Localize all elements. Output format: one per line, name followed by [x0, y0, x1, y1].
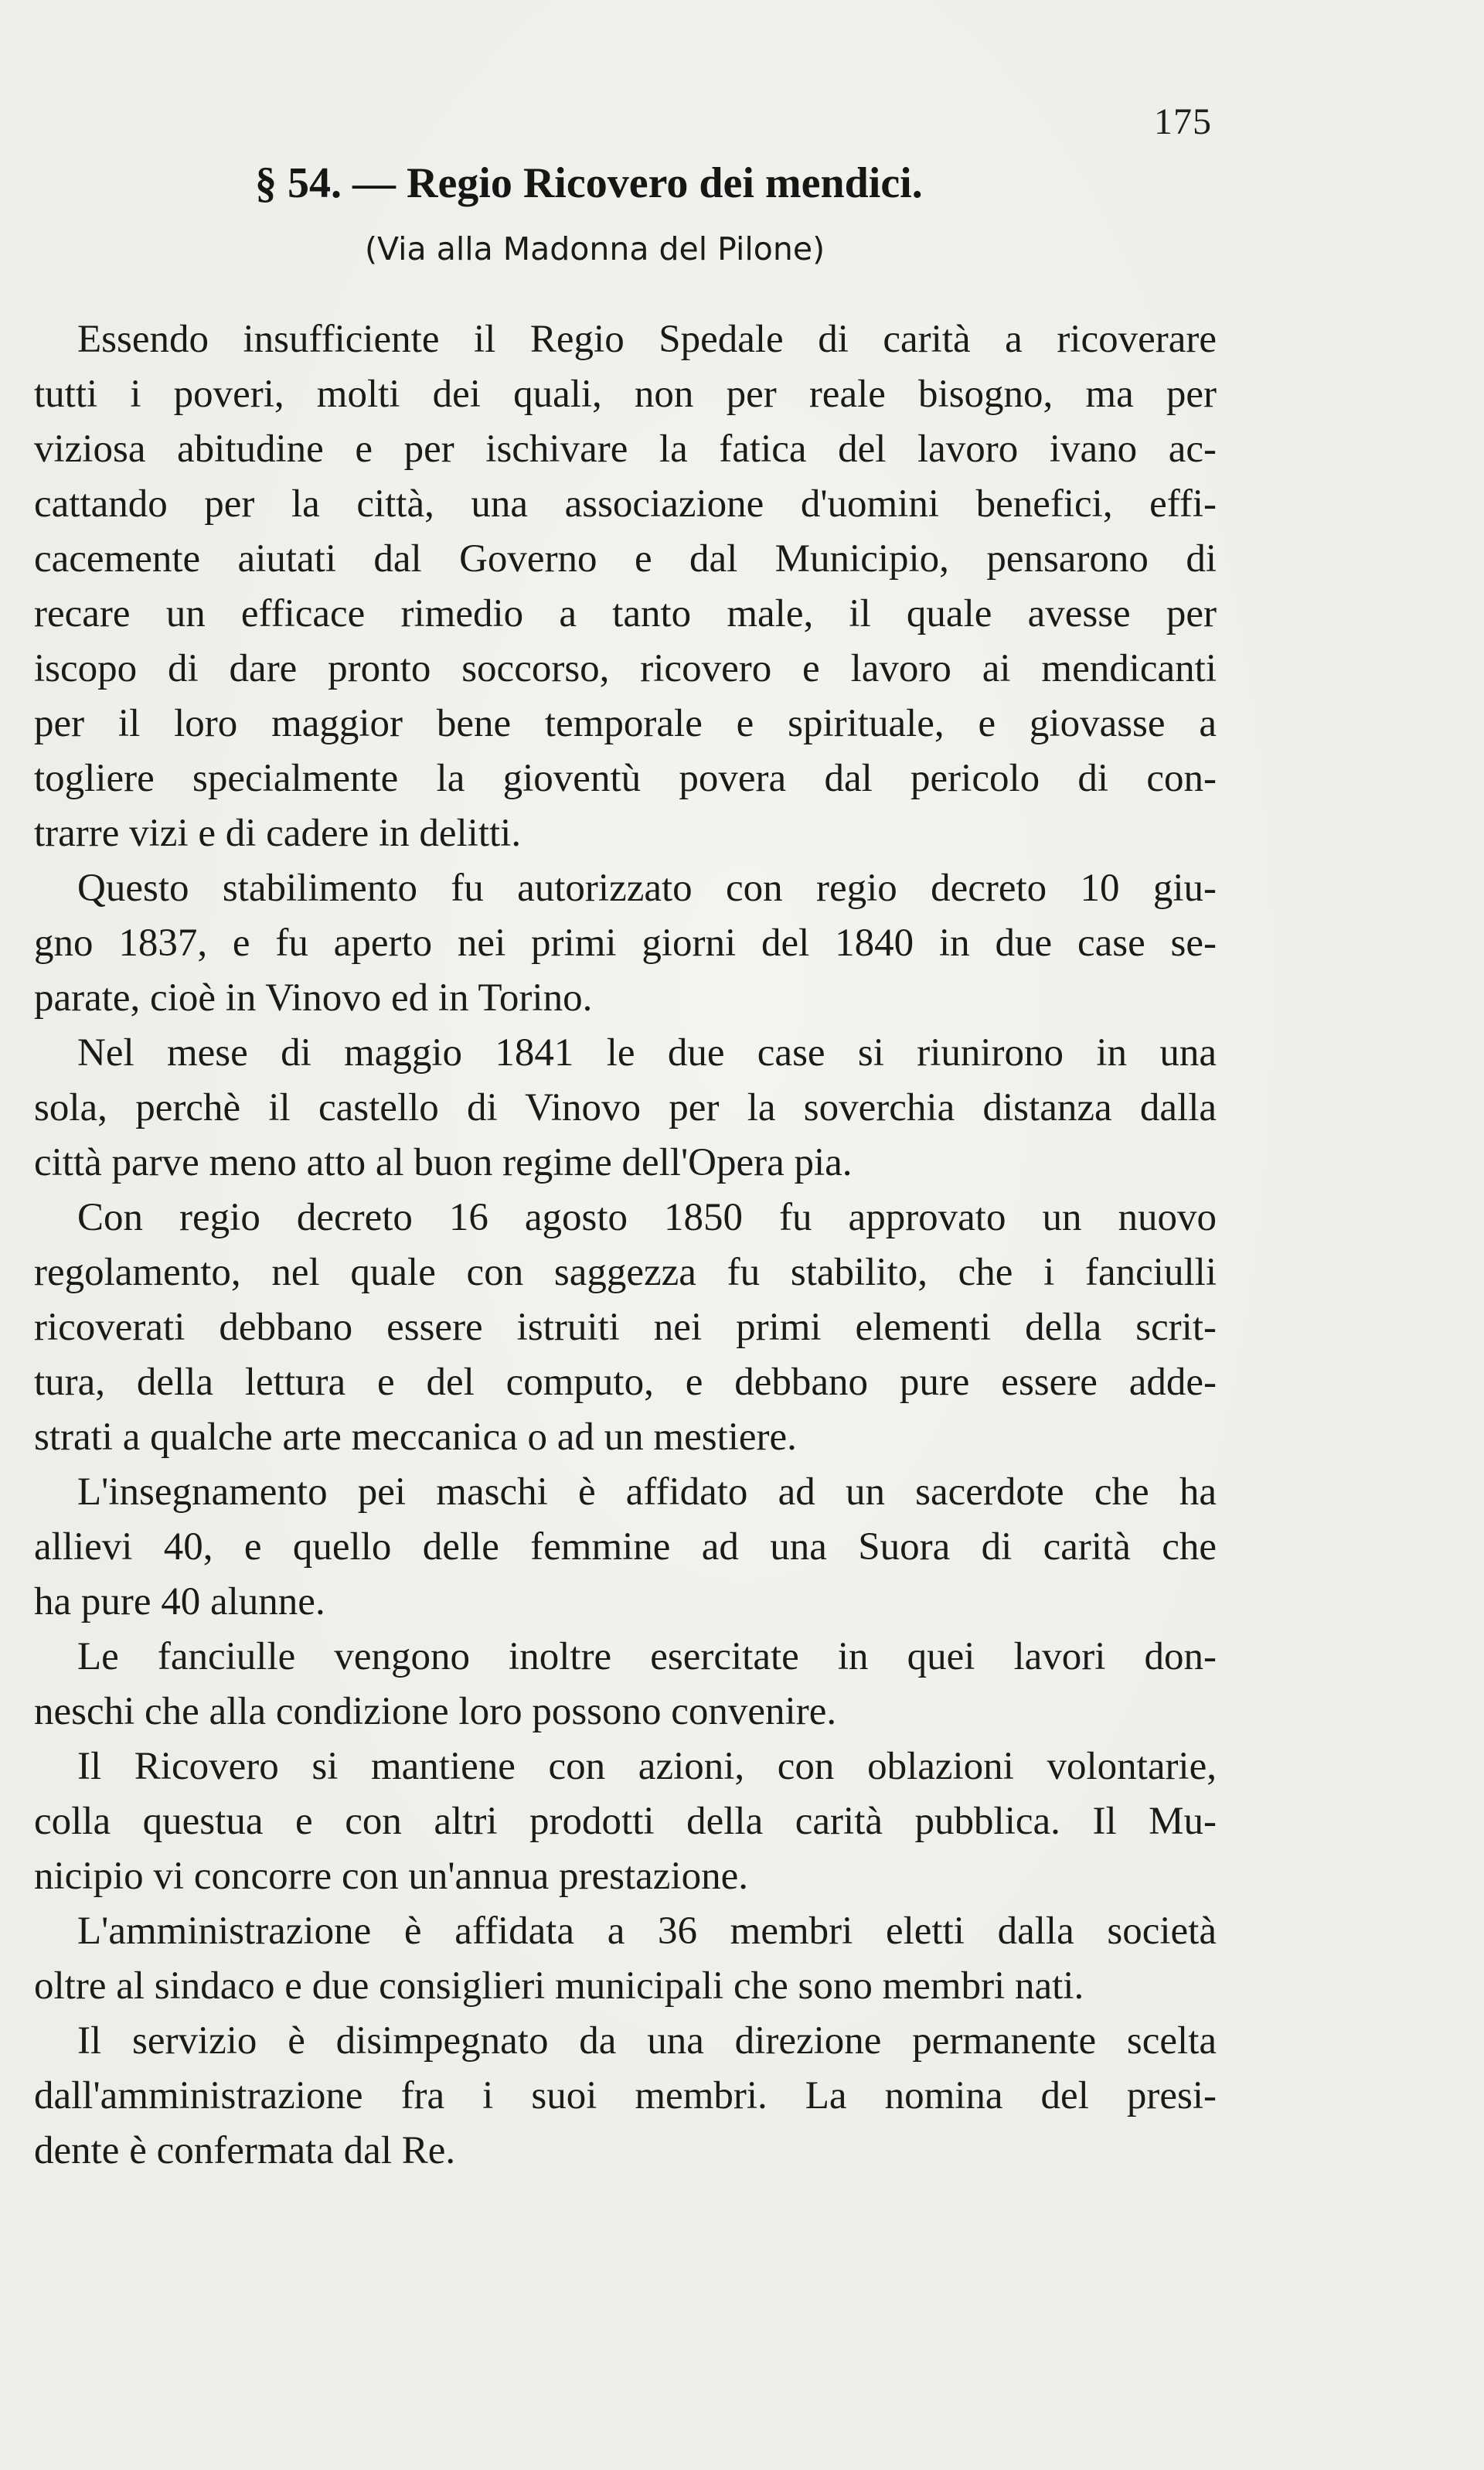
- text-line: Con regio decreto 16 agosto 1850 fu approvato un nuovo: [77, 1196, 1217, 1239]
- text-line: cacemente aiutati dal Governo e dal Municipio, pensarono di: [34, 537, 1217, 581]
- text-line: cattando per la città, una associazione d'uomini benefici, effi-: [34, 482, 1217, 526]
- text-line: gno 1837, e fu aperto nei primi giorni del 1840 in due case se-: [34, 922, 1217, 965]
- text-line: ricoverati debbano essere istruiti nei primi elementi della scrit-: [34, 1306, 1217, 1349]
- text-line: per il loro maggior bene temporale e spirituale, e giovasse a: [34, 702, 1217, 745]
- text-line: Le fanciulle vengono inoltre esercitate in quei lavori don-: [77, 1635, 1217, 1678]
- text-line: città parve meno atto al buon regime dell'Opera pia.: [34, 1141, 853, 1184]
- text-line: Nel mese di maggio 1841 le due case si riunirono in una: [77, 1031, 1217, 1075]
- text-line: tura, della lettura e del computo, e debbano pure essere adde-: [34, 1361, 1217, 1404]
- text-line: dente è confermata dal Re.: [34, 2129, 456, 2172]
- text-line: colla questua e con altri prodotti della carità pubblica. Il Mu-: [34, 1800, 1217, 1843]
- text-line: L'insegnamento pei maschi è affidato ad un sacerdote che ha: [77, 1470, 1217, 1514]
- text-line: strati a qualche arte meccanica o ad un mestiere.: [34, 1416, 797, 1459]
- page-number: 175: [1154, 101, 1212, 142]
- text-line: trarre vizi e di cadere in delitti.: [34, 812, 522, 855]
- text-line: regolamento, nel quale con saggezza fu stabilito, che i fanciulli: [34, 1251, 1217, 1294]
- text-line: viziosa abitudine e per ischivare la fatica del lavoro ivano ac-: [34, 428, 1217, 471]
- text-line: recare un efficace rimedio a tanto male, il quale avesse per: [34, 592, 1217, 635]
- text-line: sola, perchè il castello di Vinovo per la soverchia distanza dalla: [34, 1086, 1217, 1129]
- text-line: iscopo di dare pronto soccorso, ricovero e lavoro ai mendicanti: [34, 647, 1217, 690]
- section-subtitle: (Via alla Madonna del Pilone): [365, 230, 825, 267]
- body-text: [34, 312, 1217, 2179]
- section-heading: § 54. — Regio Ricovero dei mendici.: [255, 159, 923, 207]
- text-line: togliere specialmente la gioventù povera dal pericolo di con-: [34, 757, 1217, 800]
- text-line: L'amministrazione è affidata a 36 membri eletti dalla società: [77, 1910, 1217, 1953]
- text-line: dall'amministrazione fra i suoi membri. La nomina del presi-: [34, 2074, 1217, 2117]
- text-line: tutti i poveri, molti dei quali, non per reale bisogno, ma per: [34, 373, 1217, 416]
- text-line: Questo stabilimento fu autorizzato con regio decreto 10 giu-: [77, 867, 1217, 910]
- text-line: allievi 40, e quello delle femmine ad una Suora di carità che: [34, 1525, 1217, 1569]
- text-line: ha pure 40 alunne.: [34, 1580, 325, 1623]
- text-line: neschi che alla condizione loro possono convenire.: [34, 1690, 837, 1733]
- text-line: Essendo insufficiente il Regio Spedale di carità a ricoverare: [77, 318, 1217, 361]
- text-line: nicipio vi concorre con un'annua prestazione.: [34, 1855, 749, 1898]
- text-line: Il servizio è disimpegnato da una direzione permanente scelta: [77, 2019, 1217, 2063]
- text-line: parate, cioè in Vinovo ed in Torino.: [34, 976, 593, 1020]
- text-line: oltre al sindaco e due consiglieri municipali che sono membri nati.: [34, 1964, 1084, 2008]
- text-line: Il Ricovero si mantiene con azioni, con oblazioni volontarie,: [77, 1745, 1217, 1788]
